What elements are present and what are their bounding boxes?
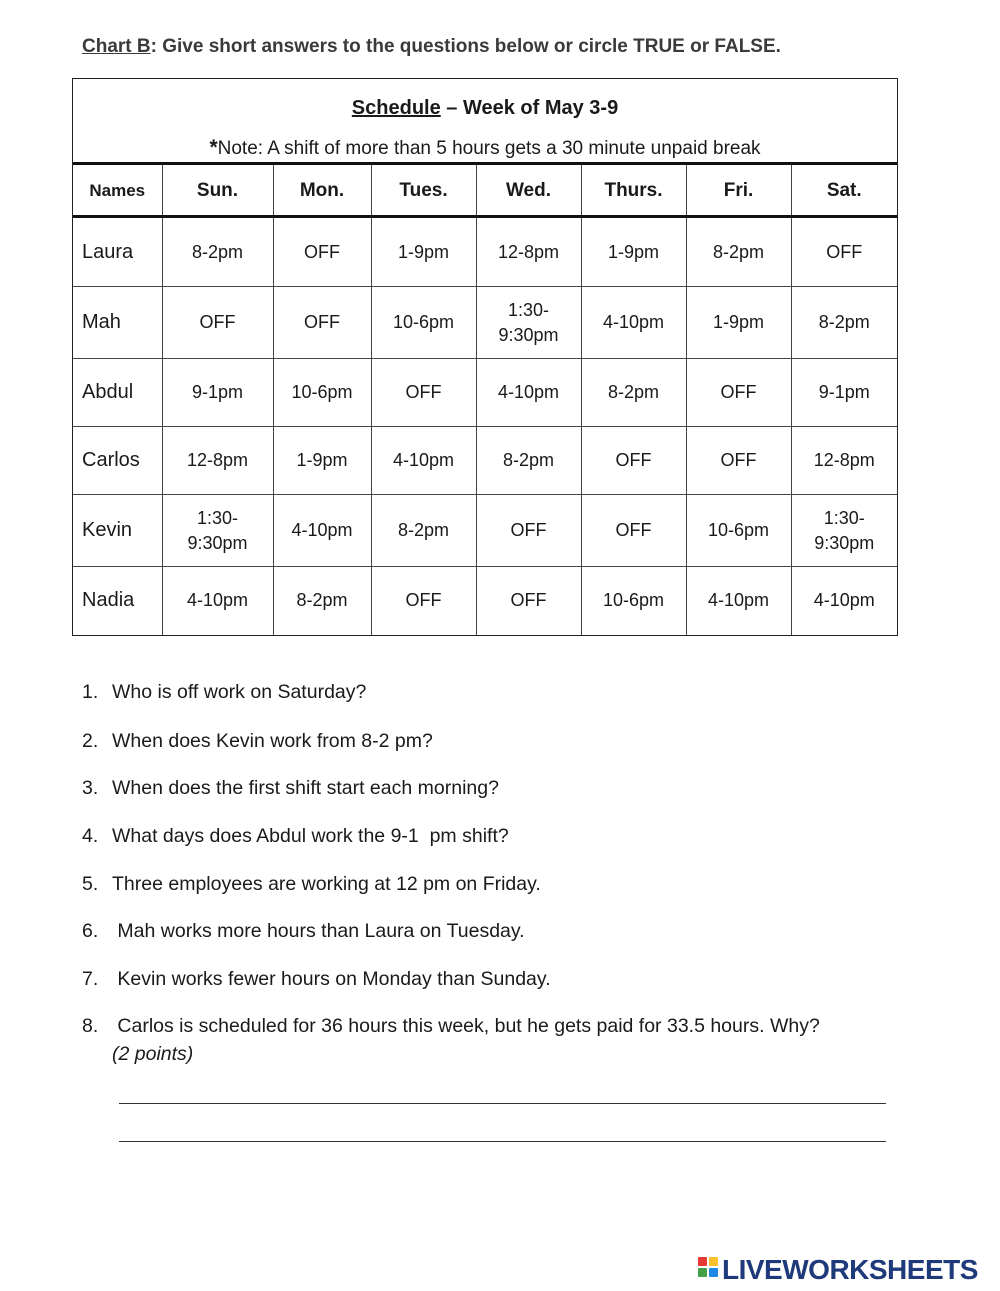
question-3 xyxy=(82,777,499,800)
shift-cell: 8-2pm xyxy=(476,427,581,495)
employee-name: Carlos xyxy=(73,427,162,495)
header-day: Mon. xyxy=(273,165,371,217)
question-text: What days does Abdul work the 9-1 pm shift? xyxy=(112,825,509,847)
schedule-header xyxy=(73,79,897,165)
shift-cell: OFF xyxy=(476,567,581,635)
question-text: When does Kevin work from 8-2 pm? xyxy=(112,730,433,752)
employee-name: Abdul xyxy=(73,359,162,427)
table-row xyxy=(73,567,897,635)
schedule-title-underlined: Schedule xyxy=(351,97,441,119)
question-1 xyxy=(82,681,366,704)
shift-cell: 1:30- 9:30pm xyxy=(162,495,273,567)
question-text: When does the first shift start each morning? xyxy=(112,777,499,799)
question-2 xyxy=(82,730,433,753)
question-number: 7. xyxy=(82,968,99,990)
note-star: * xyxy=(209,136,218,159)
question-number: 6. xyxy=(82,920,99,942)
table-row xyxy=(73,287,897,359)
question-number: 8. xyxy=(82,1015,99,1037)
shift-cell: 4-10pm xyxy=(581,287,686,359)
question-4 xyxy=(82,825,509,848)
header-day: Sat. xyxy=(791,165,897,217)
note-text: Note: A shift of more than 5 hours gets a 30 minute unpaid break xyxy=(217,138,761,159)
shift-cell: 1-9pm xyxy=(686,287,791,359)
table-row xyxy=(73,359,897,427)
shift-cell: OFF xyxy=(476,495,581,567)
table-row xyxy=(73,427,897,495)
schedule-grid xyxy=(73,165,897,635)
shift-cell: OFF xyxy=(686,427,791,495)
question-number: 3. xyxy=(82,777,99,799)
shift-cell: 8-2pm xyxy=(581,359,686,427)
shift-cell: 1:30- 9:30pm xyxy=(791,495,897,567)
employee-name: Mah xyxy=(73,287,162,359)
employee-name: Laura xyxy=(73,217,162,287)
shift-cell: OFF xyxy=(581,495,686,567)
table-row xyxy=(73,217,897,287)
answer-line-2[interactable] xyxy=(119,1141,886,1142)
answer-line-1[interactable] xyxy=(119,1103,886,1104)
shift-cell: 8-2pm xyxy=(791,287,897,359)
question-text: Carlos is scheduled for 36 hours this week, but he gets paid for 33.5 hours. Why? xyxy=(112,1015,820,1037)
shift-cell: 4-10pm xyxy=(273,495,371,567)
header-row xyxy=(73,165,897,217)
question-text: Who is off work on Saturday? xyxy=(112,681,367,703)
question-7 xyxy=(82,968,551,991)
shift-cell: 4-10pm xyxy=(686,567,791,635)
header-names: Names xyxy=(73,165,162,217)
shift-cell: 4-10pm xyxy=(371,427,476,495)
shift-cell: OFF xyxy=(371,567,476,635)
shift-cell: OFF xyxy=(273,287,371,359)
shift-cell: 9-1pm xyxy=(162,359,273,427)
shift-cell: 8-2pm xyxy=(371,495,476,567)
header-day: Thurs. xyxy=(581,165,686,217)
schedule-title xyxy=(73,79,897,127)
question-points: (2 points) xyxy=(112,1043,194,1065)
question-number: 5. xyxy=(82,873,99,895)
schedule-note xyxy=(73,136,897,160)
question-text: Kevin works fewer hours on Monday than Sunday. xyxy=(112,968,551,990)
shift-cell: 8-2pm xyxy=(162,217,273,287)
question-text: Mah works more hours than Laura on Tuesday. xyxy=(112,920,525,942)
shift-cell: OFF xyxy=(686,359,791,427)
shift-cell: 1-9pm xyxy=(581,217,686,287)
schedule-table xyxy=(72,78,898,636)
header-day: Tues. xyxy=(371,165,476,217)
shift-cell: 10-6pm xyxy=(686,495,791,567)
question-number: 4. xyxy=(82,825,99,847)
shift-cell: 8-2pm xyxy=(686,217,791,287)
shift-cell: OFF xyxy=(273,217,371,287)
header-day: Wed. xyxy=(476,165,581,217)
logo-text: LIVEWORKSHEETS xyxy=(722,1254,978,1285)
liveworksheets-logo xyxy=(698,1255,978,1285)
shift-cell: 10-6pm xyxy=(371,287,476,359)
shift-cell: OFF xyxy=(162,287,273,359)
shift-cell: OFF xyxy=(581,427,686,495)
shift-cell: OFF xyxy=(371,359,476,427)
shift-cell: 12-8pm xyxy=(476,217,581,287)
shift-cell: 1-9pm xyxy=(371,217,476,287)
header-day: Fri. xyxy=(686,165,791,217)
shift-cell: 4-10pm xyxy=(791,567,897,635)
question-8 xyxy=(82,1015,820,1065)
shift-cell: 1-9pm xyxy=(273,427,371,495)
shift-cell: 8-2pm xyxy=(273,567,371,635)
shift-cell: 1:30- 9:30pm xyxy=(476,287,581,359)
instructions-text: : Give short answers to the questions below or circle TRUE or FALSE. xyxy=(150,36,781,57)
header-day: Sun. xyxy=(162,165,273,217)
employee-name: Kevin xyxy=(73,495,162,567)
question-5 xyxy=(82,873,541,896)
shift-cell: 10-6pm xyxy=(273,359,371,427)
shift-cell: 9-1pm xyxy=(791,359,897,427)
employee-name: Nadia xyxy=(73,567,162,635)
shift-cell: 4-10pm xyxy=(476,359,581,427)
instructions xyxy=(82,36,781,58)
question-6 xyxy=(82,920,525,943)
shift-cell: OFF xyxy=(791,217,897,287)
logo-mark-icon xyxy=(698,1257,720,1283)
schedule-title-rest: – Week of May 3-9 xyxy=(440,97,619,119)
question-number: 2. xyxy=(82,730,99,752)
table-row xyxy=(73,495,897,567)
shift-cell: 12-8pm xyxy=(162,427,273,495)
question-text: Three employees are working at 12 pm on Friday. xyxy=(112,873,541,895)
shift-cell: 4-10pm xyxy=(162,567,273,635)
shift-cell: 12-8pm xyxy=(791,427,897,495)
chart-label: Chart B xyxy=(82,36,151,57)
shift-cell: 10-6pm xyxy=(581,567,686,635)
question-number: 1. xyxy=(82,681,99,703)
